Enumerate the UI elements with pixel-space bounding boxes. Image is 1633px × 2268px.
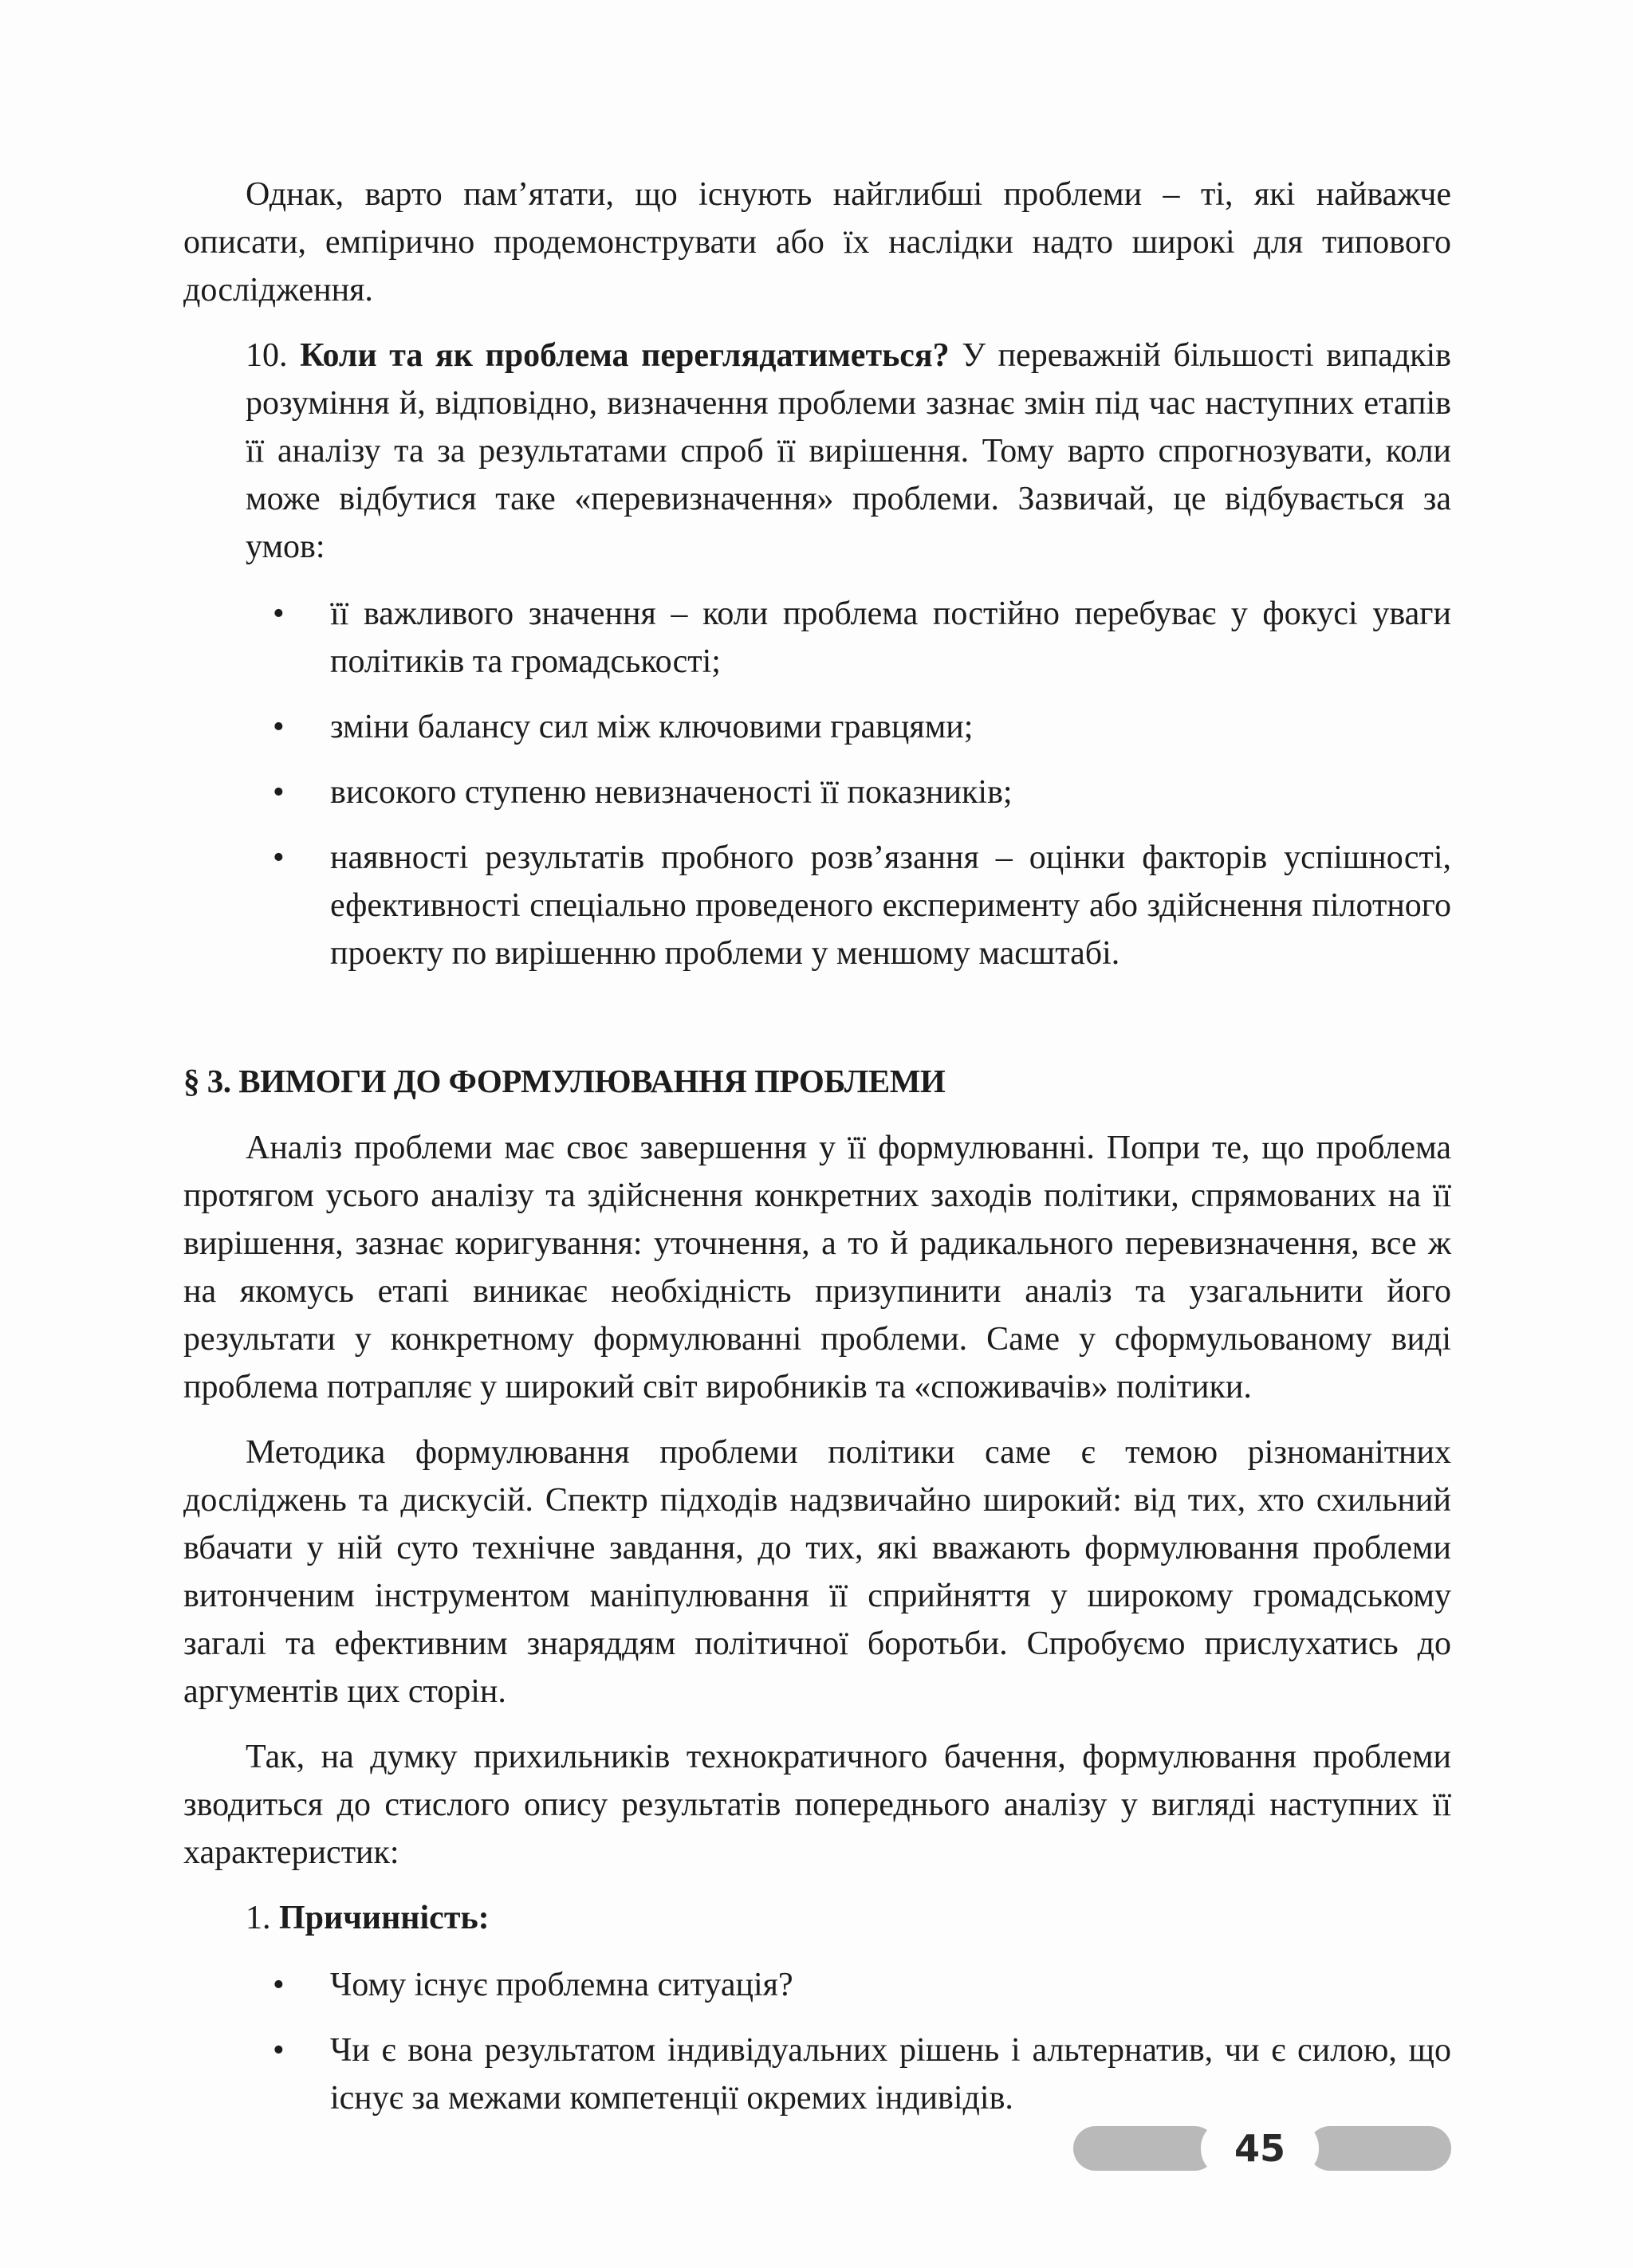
bullet-icon: • [273,1967,285,2003]
paragraph-analysis: Аналіз проблеми має своє завершення у її формулюванні. Попри те, що проблема протягом усього аналізу та здійснення конкретних заходів політики, спрямованих на її вирішення, зазнає коригування: уточнення, а то й радикального перевизначення, все ж на якомусь етапі виникає необхідність призупинити аналіз та узагальнити його результати у конкретному формулюванні проблеми. Саме у сформульованому виді проблема потрапляє у широкий світ виробників та «споживачів» політики. [183,1130,1451,1405]
list-item: • Чи є вона результатом індивідуальних рішень і альтернатив, чи є силою, що існує за межами компетенції окремих індивідів. [183,2026,1451,2122]
item-number: 1. [246,1900,271,1936]
list-item: • наявності результатів пробного розв’язання – оцінки факторів успішності, ефективності спеціально проведеного експерименту або здійснення пілотного проекту по вирішенню проблеми у меншому масштабі. [183,834,1451,977]
bullet-icon: • [273,774,285,811]
numbered-item-1 [183,1894,1451,1942]
item-bold-question: Коли та як проблема переглядатиметься? [300,337,950,374]
list-item: • високого ступеню невизначеності її показників; [183,768,1451,816]
list-item: • зміни балансу сил між ключовими гравцями; [183,703,1451,751]
list-item: • Чому існує проблемна ситуація? [183,1961,1451,2009]
item-bold-label: Причинність: [279,1900,490,1936]
item-number: 10. [246,337,288,374]
paragraph-methodology: Методика формулювання проблеми політики саме є темою різноманітних досліджень та дискусій. Спектр підходів надзвичайно широкий: від тих, хто схильний вбачати у ній суто технічне завдання, до тих, які вважають формулювання проблеми витонченим інструментом маніпулювання її сприйняття у широкому громадському загалі та ефективним знаряддям політичної боротьби. Спробуємо прислухатись до аргументів цих сторін. [183,1434,1451,1710]
bullet-icon: • [273,839,285,876]
paragraph-technocratic: Так, на думку прихильників технократичного бачення, формулювання проблеми зводиться до стислого опису результатів попереднього аналізу у вигляді наступних її характеристик: [183,1739,1451,1871]
page-number: 45 [1201,2121,1319,2176]
page-bar-right [1308,2126,1451,2171]
conditions-list [183,590,1451,977]
paragraph-intro: Однак, варто пам’ятати, що існують найглибші проблеми – ті, які найважче описати, емпірично продемонструвати або їх наслідки надто широкі для типового дослідження. [183,176,1451,309]
bullet-icon: • [273,595,285,632]
page-bar-left [1073,2126,1217,2171]
numbered-item-10 [183,332,1451,571]
causality-list [183,1961,1451,2122]
list-item: • її важливого значення – коли проблема постійно перебуває у фокусі уваги політиків та громадськості; [183,590,1451,686]
section-heading: § 3. ВИМОГИ ДО ФОРМУЛЮВАННЯ ПРОБЛЕМИ [183,1063,946,1099]
page-content [183,171,1451,2122]
item-text: У переважній більшості випадків розуміння й, відповідно, визначення проблеми зазнає змін під час наступних етапів її аналізу та за результатами спроб її вирішення. Тому варто спрогнозувати, коли може відбутися таке «перевизначення» проблеми. Зазвичай, це відбувається за умов: [246,337,1451,565]
bullet-icon: • [273,709,285,745]
bullet-icon: • [273,2032,285,2069]
